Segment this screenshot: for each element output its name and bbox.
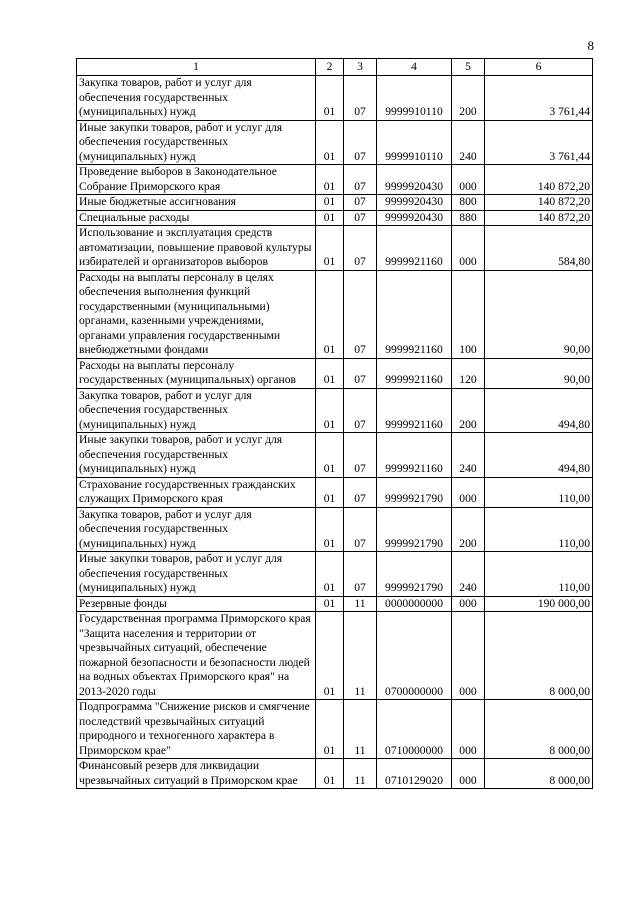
row-subsection: 07 [344, 388, 377, 433]
row-expense-type: 800 [452, 195, 485, 211]
row-target-code: 9999920430 [377, 165, 452, 195]
row-section: 01 [316, 433, 344, 478]
row-target-code: 9999921790 [377, 552, 452, 597]
table-row [77, 759, 593, 789]
row-subsection: 07 [344, 507, 377, 552]
table-row [77, 195, 593, 211]
row-subsection: 07 [344, 358, 377, 388]
row-expense-type: 200 [452, 507, 485, 552]
row-subsection: 07 [344, 552, 377, 597]
row-target-code: 0710000000 [377, 700, 452, 759]
table-row [77, 165, 593, 195]
row-expense-type: 000 [452, 477, 485, 507]
row-name: Государственная программа Приморского края "Защита населения и территории от чрезвычайных ситуаций, обеспечение пожарной безопасности и безопасности людей на водных объектах Приморского края" на 2013-2020 годы [77, 612, 316, 700]
row-amount: 494,80 [485, 433, 593, 478]
row-section: 01 [316, 76, 344, 121]
row-subsection: 11 [344, 700, 377, 759]
row-subsection: 07 [344, 210, 377, 226]
row-subsection: 07 [344, 195, 377, 211]
table-row [77, 507, 593, 552]
row-target-code: 9999920430 [377, 195, 452, 211]
row-target-code: 9999921160 [377, 388, 452, 433]
row-target-code: 9999910110 [377, 76, 452, 121]
row-subsection: 07 [344, 477, 377, 507]
row-target-code: 9999921160 [377, 270, 452, 358]
row-name: Иные закупки товаров, работ и услуг для обеспечения государственных (муниципальных) нужд [77, 433, 316, 478]
row-name: Иные закупки товаров, работ и услуг для обеспечения государственных (муниципальных) нужд [77, 120, 316, 165]
row-name: Резервные фонды [77, 596, 316, 612]
row-amount: 190 000,00 [485, 596, 593, 612]
row-section: 01 [316, 596, 344, 612]
row-section: 01 [316, 552, 344, 597]
row-subsection: 07 [344, 76, 377, 121]
table-body [77, 76, 593, 789]
row-amount: 140 872,20 [485, 195, 593, 211]
row-amount: 584,80 [485, 226, 593, 271]
row-section: 01 [316, 226, 344, 271]
row-section: 01 [316, 270, 344, 358]
row-section: 01 [316, 507, 344, 552]
row-section: 01 [316, 120, 344, 165]
row-expense-type: 240 [452, 120, 485, 165]
row-subsection: 11 [344, 612, 377, 700]
row-name: Специальные расходы [77, 210, 316, 226]
row-expense-type: 240 [452, 433, 485, 478]
row-subsection: 07 [344, 165, 377, 195]
row-expense-type: 000 [452, 759, 485, 789]
row-subsection: 07 [344, 120, 377, 165]
row-amount: 140 872,20 [485, 165, 593, 195]
row-expense-type: 000 [452, 596, 485, 612]
row-amount: 3 761,44 [485, 76, 593, 121]
row-amount: 110,00 [485, 477, 593, 507]
row-target-code: 9999921160 [377, 433, 452, 478]
header-col-4: 4 [377, 59, 452, 76]
row-target-code: 9999921790 [377, 477, 452, 507]
row-amount: 494,80 [485, 388, 593, 433]
table-row [77, 226, 593, 271]
table-row [77, 358, 593, 388]
row-section: 01 [316, 612, 344, 700]
row-amount: 8 000,00 [485, 700, 593, 759]
table-row [77, 270, 593, 358]
header-col-2: 2 [316, 59, 344, 76]
row-amount: 110,00 [485, 507, 593, 552]
row-target-code: 0710129020 [377, 759, 452, 789]
row-subsection: 07 [344, 270, 377, 358]
row-amount: 110,00 [485, 552, 593, 597]
row-expense-type: 200 [452, 388, 485, 433]
row-name: Закупка товаров, работ и услуг для обеспечения государственных (муниципальных) нужд [77, 388, 316, 433]
row-section: 01 [316, 210, 344, 226]
table-header-row [77, 59, 593, 76]
row-section: 01 [316, 388, 344, 433]
row-subsection: 11 [344, 759, 377, 789]
row-expense-type: 000 [452, 700, 485, 759]
table-row [77, 477, 593, 507]
row-name: Расходы на выплаты персоналу государственных (муниципальных) органов [77, 358, 316, 388]
row-name: Расходы на выплаты персоналу в целях обеспечения выполнения функций государственными (муниципальными) органами, казенными учреждениями, органами управления государственными внебюджетными фондами [77, 270, 316, 358]
row-amount: 8 000,00 [485, 612, 593, 700]
row-expense-type: 000 [452, 226, 485, 271]
row-amount: 90,00 [485, 270, 593, 358]
row-amount: 8 000,00 [485, 759, 593, 789]
row-subsection: 07 [344, 433, 377, 478]
table-row [77, 210, 593, 226]
row-expense-type: 000 [452, 165, 485, 195]
row-target-code: 9999921790 [377, 507, 452, 552]
row-section: 01 [316, 165, 344, 195]
row-target-code: 9999921160 [377, 358, 452, 388]
header-col-6: 6 [485, 59, 593, 76]
row-expense-type: 200 [452, 76, 485, 121]
header-col-1: 1 [77, 59, 316, 76]
row-expense-type: 000 [452, 612, 485, 700]
row-name: Подпрограмма "Снижение рисков и смягчение последствий чрезвычайных ситуаций природного и техногенного характера в Приморском крае" [77, 700, 316, 759]
row-amount: 90,00 [485, 358, 593, 388]
row-subsection: 11 [344, 596, 377, 612]
row-expense-type: 120 [452, 358, 485, 388]
row-expense-type: 100 [452, 270, 485, 358]
header-col-5: 5 [452, 59, 485, 76]
row-section: 01 [316, 195, 344, 211]
row-target-code: 0000000000 [377, 596, 452, 612]
row-name: Использование и эксплуатация средств автоматизации, повышение правовой культуры избирателей и организаторов выборов [77, 226, 316, 271]
page-number: 8 [587, 38, 594, 53]
row-name: Иные бюджетные ассигнования [77, 195, 316, 211]
row-amount: 140 872,20 [485, 210, 593, 226]
row-name: Иные закупки товаров, работ и услуг для обеспечения государственных (муниципальных) нужд [77, 552, 316, 597]
table-row [77, 552, 593, 597]
row-target-code: 0700000000 [377, 612, 452, 700]
row-expense-type: 240 [452, 552, 485, 597]
header-col-3: 3 [344, 59, 377, 76]
table-row [77, 612, 593, 700]
table-row [77, 120, 593, 165]
row-target-code: 9999910110 [377, 120, 452, 165]
row-name: Проведение выборов в Законодательное Собрание Приморского края [77, 165, 316, 195]
row-amount: 3 761,44 [485, 120, 593, 165]
row-name: Финансовый резерв для ликвидации чрезвычайных ситуаций в Приморском крае [77, 759, 316, 789]
row-section: 01 [316, 477, 344, 507]
table-row [77, 76, 593, 121]
row-expense-type: 880 [452, 210, 485, 226]
table-row [77, 700, 593, 759]
row-section: 01 [316, 700, 344, 759]
row-subsection: 07 [344, 226, 377, 271]
table-row [77, 388, 593, 433]
row-section: 01 [316, 759, 344, 789]
table-row [77, 433, 593, 478]
budget-table [76, 58, 593, 789]
table-row [77, 596, 593, 612]
row-name: Закупка товаров, работ и услуг для обеспечения государственных (муниципальных) нужд [77, 76, 316, 121]
row-target-code: 9999920430 [377, 210, 452, 226]
row-name: Закупка товаров, работ и услуг для обеспечения государственных (муниципальных) нужд [77, 507, 316, 552]
row-name: Страхование государственных гражданских служащих Приморского края [77, 477, 316, 507]
row-target-code: 9999921160 [377, 226, 452, 271]
row-section: 01 [316, 358, 344, 388]
